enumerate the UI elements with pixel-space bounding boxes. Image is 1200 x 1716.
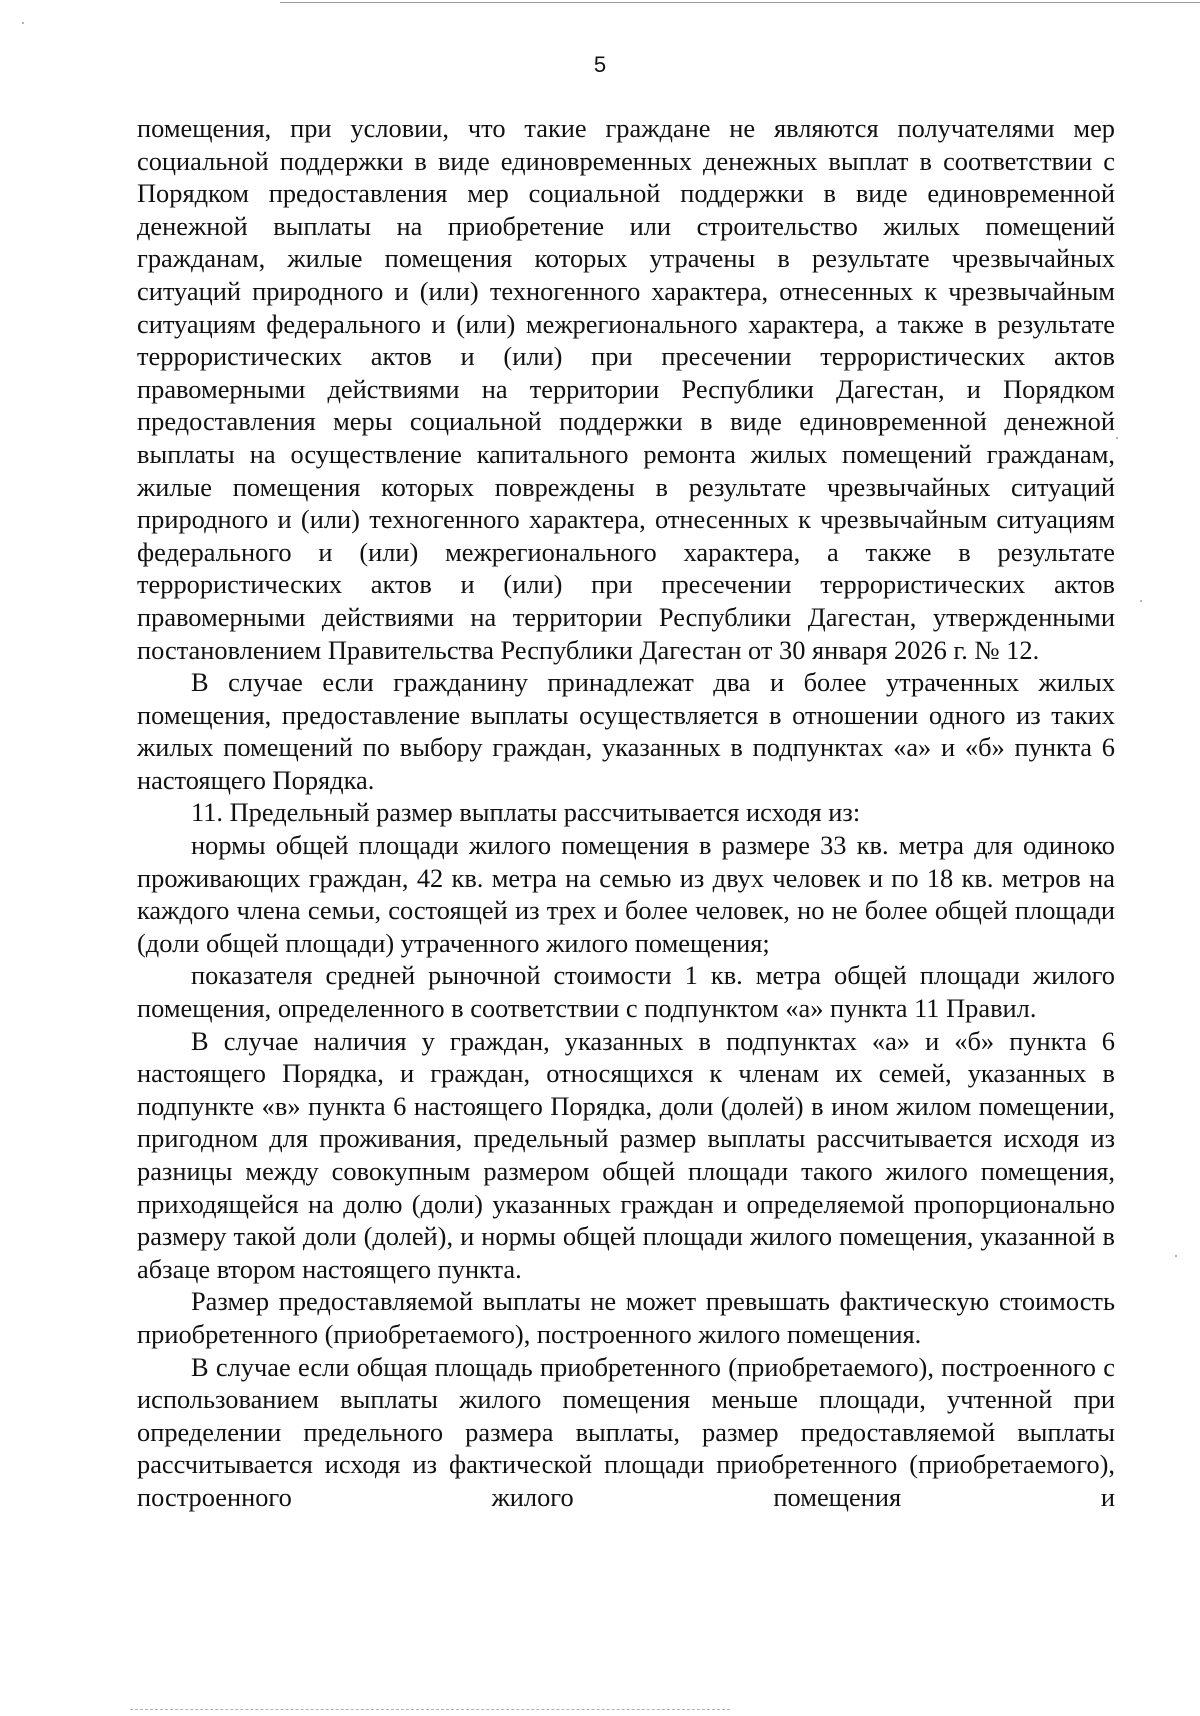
document-body — [137, 112, 1115, 1514]
paragraph-payment-limit: Размер предоставляемой выплаты не может превышать фактическую стоимость приобретенного (приобретаемого), построенного жилого помещения. — [137, 1286, 1115, 1349]
page-number: 5 — [593, 52, 607, 77]
scan-speck — [1140, 600, 1142, 602]
scan-speck — [1175, 1255, 1177, 1257]
paragraph-smaller-area: В случае если общая площадь приобретенного (приобретаемого), построенного с использованием выплаты жилого помещения меньше площади, учтенной при определении предельного размера выплаты, размер предоставляемой выплаты рассчитывается исходя из фактической площади приобретенного (приобретаемого), построенного жилого помещения и — [137, 1351, 1115, 1512]
paragraph-share-ownership: В случае наличия у граждан, указанных в подпунктах «а» и «б» пункта 6 настоящего Порядка, и граждан, относящихся к членам их семей, указанных в подпункте «в» пункта 6 настоящего Порядка, доли (долей) в ином жилом помещении, пригодном для проживания, предельный размер выплаты рассчитывается исходя из разницы между совокупным размером общей площади такого жилого помещения, приходящейся на долю (доли) указанных граждан и определяемой пропорционально размеру такой доли (долей), и нормы общей площади жилого помещения, указанной в абзаце втором настоящего пункта. — [137, 1025, 1115, 1284]
scan-edge-line-top — [280, 2, 1200, 3]
scan-edge-line-bottom — [130, 1709, 730, 1710]
paragraph-multiple-dwellings: В случае если гражданину принадлежат два и более утраченных жилых помещения, предоставление выплаты осуществляется в отношении одного из таких жилых помещений по выбору граждан, указанных в подпунктах «а» и «б» пункта 6 настоящего Порядка. — [137, 667, 1115, 795]
paragraph-continuation: помещения, при условии, что такие граждане не являются получателями мер социальной поддержки в виде единовременных денежных выплат в соответствии с Порядком предоставления мер социальной поддержки в виде единовременной денежной выплаты на приобретение или строительство жилых помещений гражданам, жилые помещения которых утрачены в результате чрезвычайных ситуаций природного и (или) техногенного характера, отнесенных к чрезвычайным ситуациям федерального и (или) межрегионального характера, а также в результате террористических актов и (или) при пресечении террористических актов правомерными действиями на территории Республики Дагестан, и Порядком предоставления меры социальной поддержки в виде единовременной денежной выплаты на осуществление капитального ремонта жилых помещений гражданам, жилые помещения которых повреждены в результате чрезвычайных ситуаций природного и (или) техногенного характера, отнесенных к чрезвычайным ситуациям федерального и (или) межрегионального характера, а также в результате террористических актов и (или) при пресечении террористических актов правомерными действиями на территории Республики Дагестан, утвержденными постановлением Правительства Республики Дагестан от 30 января 2026 г. № 12. — [137, 113, 1115, 665]
scan-speck — [22, 22, 24, 24]
paragraph-item-11: 11. Предельный размер выплаты рассчитывается исходя из: — [191, 797, 861, 828]
paragraph-market-cost: показателя средней рыночной стоимости 1 кв. метра общей площади жилого помещения, определенного в соответствии с подпунктом «а» пункта 11 Правил. — [137, 960, 1115, 1024]
paragraph-area-norms: нормы общей площади жилого помещения в размере 33 кв. метра для одиноко проживающих граждан, 42 кв. метра на семью из двух человек и по 18 кв. метров на каждого члена семьи, состоящей из трех и более человек, но не более общей площади (доли общей площади) утраченного жилого помещения; — [137, 830, 1115, 958]
scan-speck — [1116, 437, 1118, 439]
